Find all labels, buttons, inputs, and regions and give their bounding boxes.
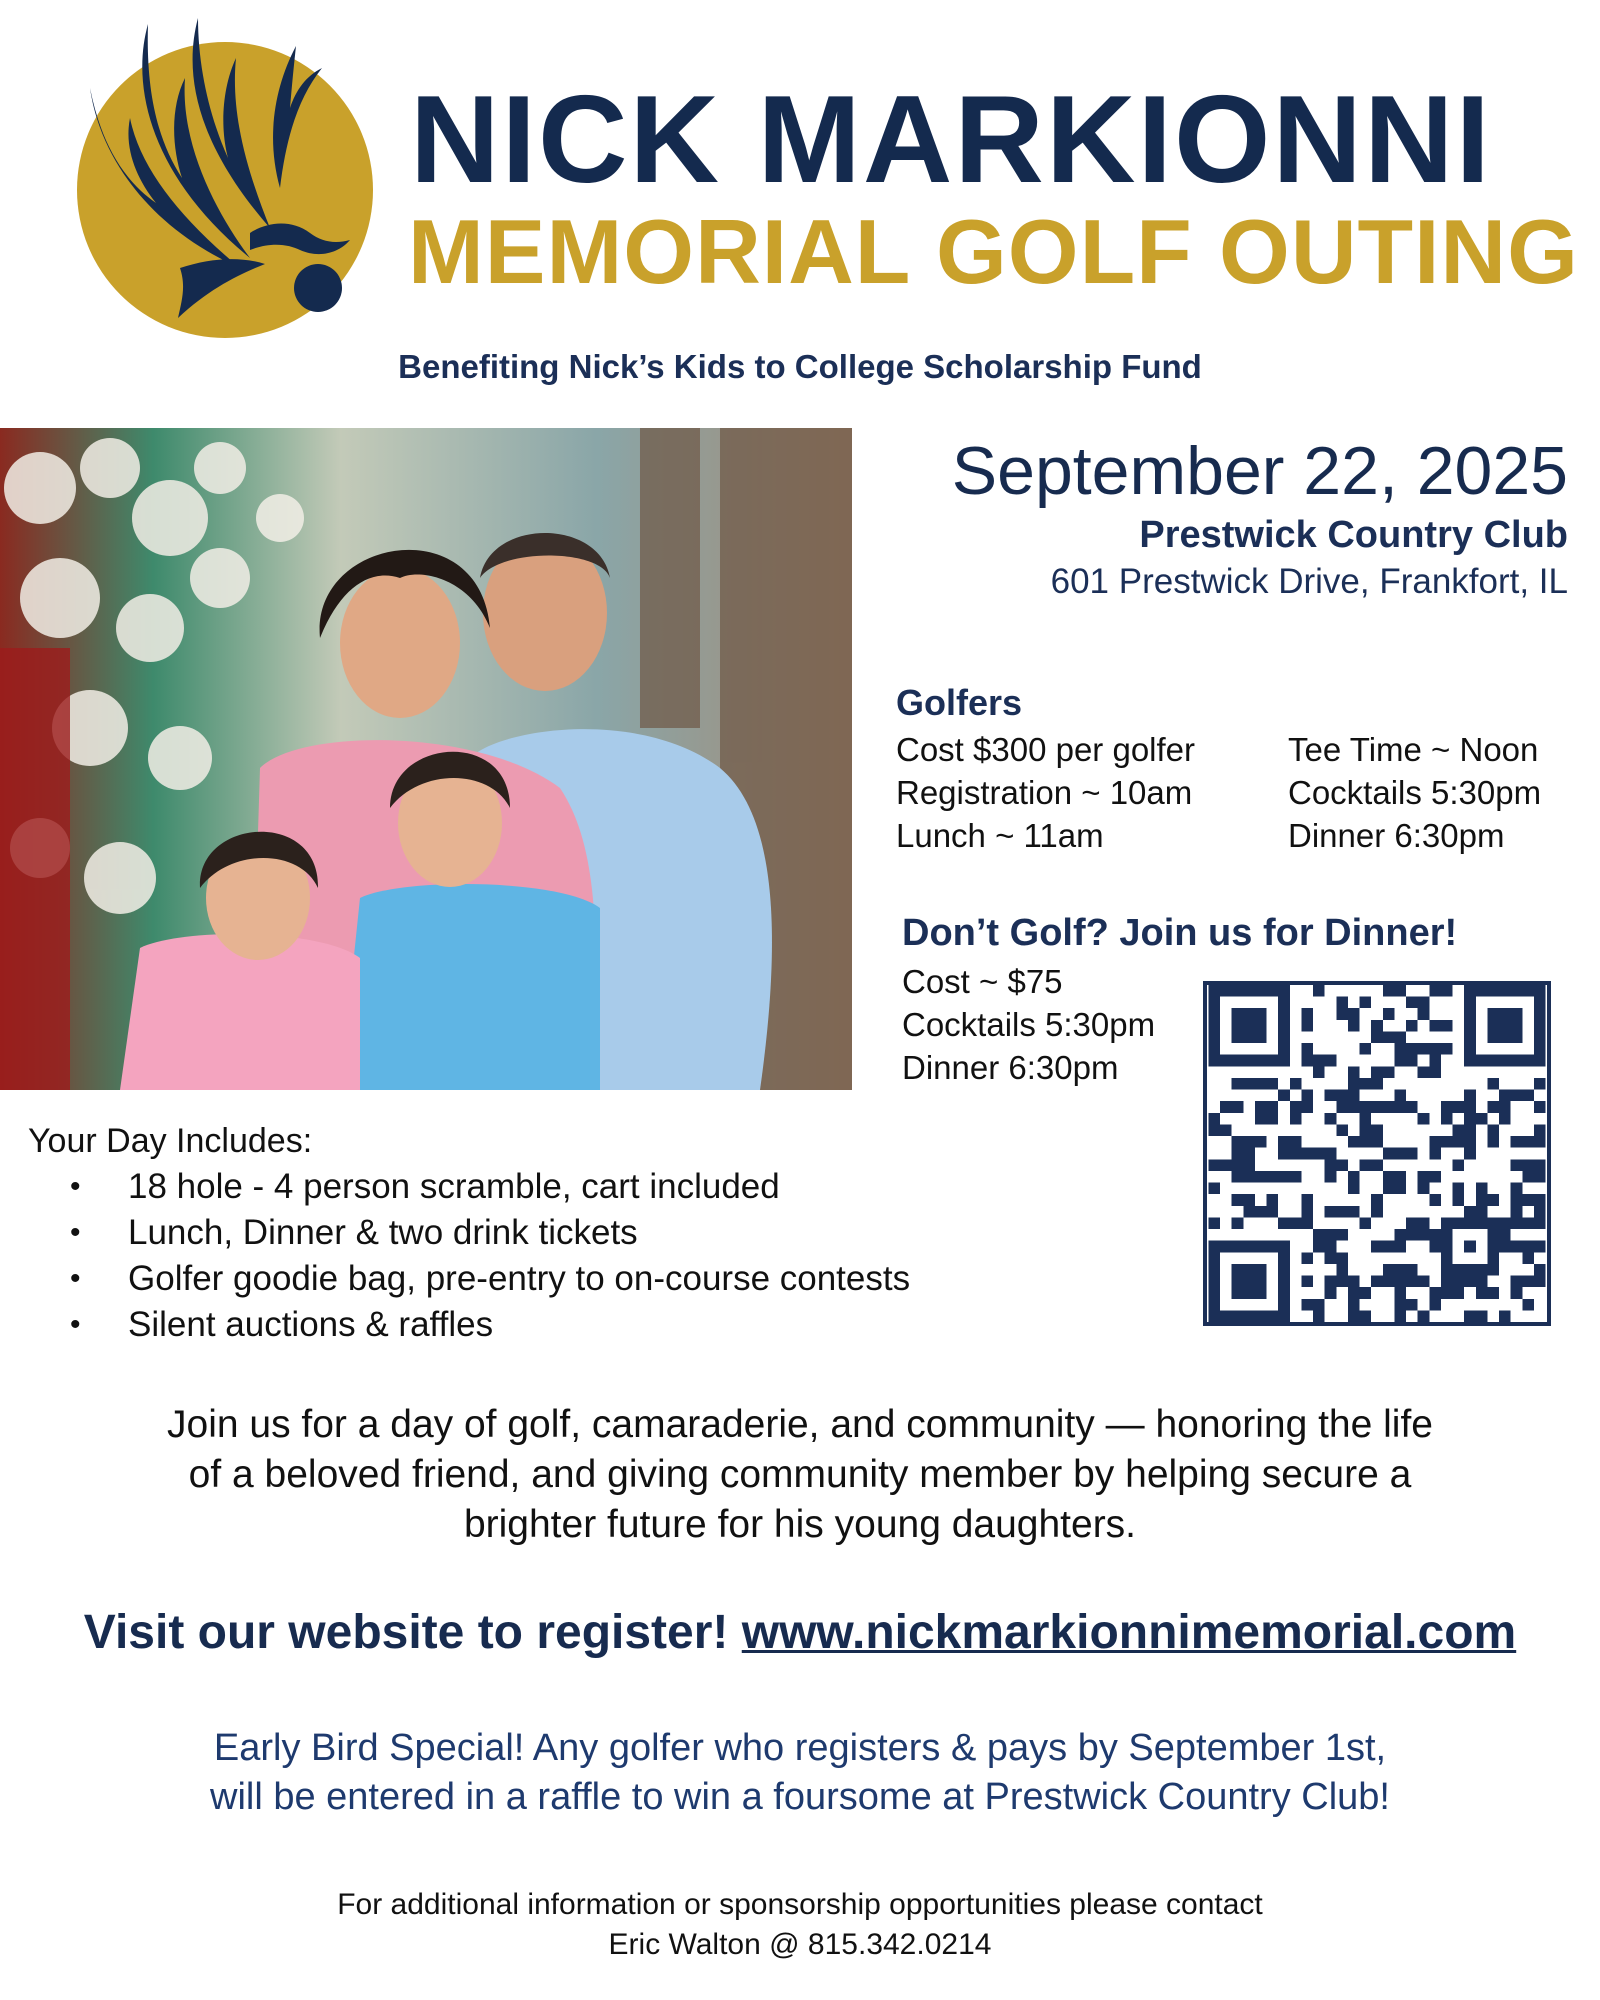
bullet-icon: • xyxy=(70,1308,81,1341)
family-photo xyxy=(0,428,852,1090)
golfers-details-left xyxy=(896,728,1195,857)
dinner-cocktails: Cocktails 5:30pm xyxy=(902,1006,1156,1043)
list-item: • Lunch, Dinner & two drink tickets xyxy=(60,1210,910,1256)
event-subtitle: MEMORIAL GOLF OUTING xyxy=(408,202,1579,303)
eagle-golf-ball-logo-icon xyxy=(60,18,380,338)
golfer-cost: Cost $300 per golfer xyxy=(896,731,1196,768)
dinner-heading: Don’t Golf? Join us for Dinner! xyxy=(902,912,1458,954)
venue-name: Prestwick Country Club xyxy=(1139,514,1568,556)
bullet-icon: • xyxy=(70,1216,81,1249)
golfers-heading: Golfers xyxy=(896,682,1023,723)
benefiting-line: Benefiting Nick’s Kids to College Scholarship Fund xyxy=(398,348,1202,385)
dinner-time: Dinner 6:30pm xyxy=(902,1049,1119,1086)
golfer-registration: Registration ~ 10am xyxy=(896,774,1193,811)
event-description: Join us for a day of golf, camaraderie, and community — honoring the life of a beloved friend, and giving community member by helping secure a brighter future for his young daughters. xyxy=(167,1403,1433,1546)
dinner-cost: Cost ~ $75 xyxy=(902,963,1063,1000)
golfers-details-right xyxy=(1288,728,1541,857)
bullet-icon: • xyxy=(70,1262,81,1295)
includes-list xyxy=(60,1164,910,1348)
event-date: September 22, 2025 xyxy=(951,433,1568,509)
golfer-dinner: Dinner 6:30pm xyxy=(1288,817,1505,854)
bullet-icon: • xyxy=(70,1170,81,1203)
list-item: • Silent auctions & raffles xyxy=(60,1302,910,1348)
venue-address: 601 Prestwick Drive, Frankfort, IL xyxy=(1050,562,1568,601)
early-bird-special: Early Bird Special! Any golfer who registers & pays by September 1st, will be entered in a raffle to win a foursome at Prestwick Country Club! xyxy=(210,1727,1390,1818)
contact-info: For additional information or sponsorship opportunities please contact Eric Walton @ 815.342.0214 xyxy=(337,1888,1263,1961)
golfer-cocktails: Cocktails 5:30pm xyxy=(1288,774,1542,811)
register-prompt: Visit our website to register! xyxy=(83,1606,729,1659)
dinner-details xyxy=(902,960,1155,1089)
golfer-tee-time: Tee Time ~ Noon xyxy=(1288,731,1539,768)
website-link[interactable]: www.nickmarkionnimemorial.com xyxy=(741,1606,1517,1659)
register-line xyxy=(0,1605,1600,1660)
golfer-lunch: Lunch ~ 11am xyxy=(896,817,1104,854)
list-item: • 18 hole - 4 person scramble, cart included xyxy=(60,1164,910,1210)
qr-code-icon[interactable] xyxy=(1203,981,1551,1326)
includes-heading: Your Day Includes: xyxy=(28,1122,313,1160)
list-item: • Golfer goodie bag, pre-entry to on-course contests xyxy=(60,1256,910,1302)
event-title: NICK MARKIONNI xyxy=(410,71,1492,209)
